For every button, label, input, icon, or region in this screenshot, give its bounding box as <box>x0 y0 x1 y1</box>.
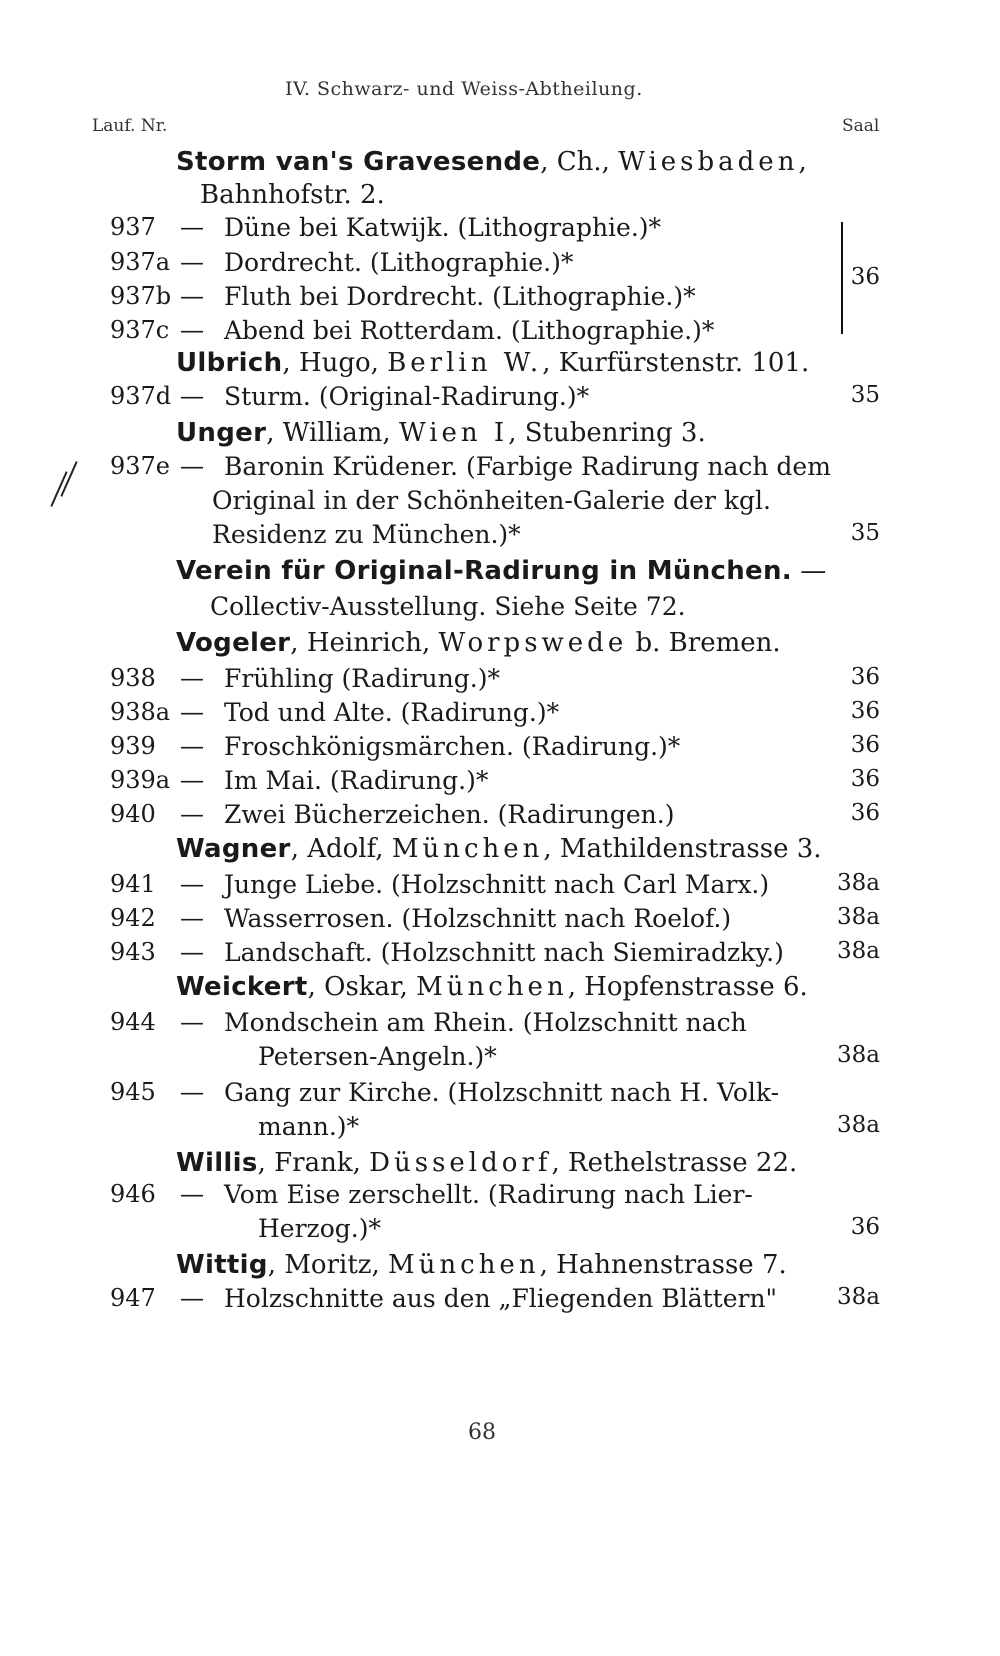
entry-dash: — <box>180 248 204 276</box>
artist-city: Düsseldorf <box>369 1148 552 1178</box>
entry-title: Im Mai. (Radirung.)* <box>224 766 489 795</box>
entry-title: Junge Liebe. (Holzschnitt nach Carl Marx.) <box>224 870 770 899</box>
entry-dash: — <box>180 213 204 241</box>
entry-title: Frühling (Radirung.)* <box>224 664 500 693</box>
entry-title-cont: Herzog.)* <box>258 1214 381 1243</box>
entry-title-cont: Residenz zu München.)* <box>212 520 521 549</box>
entry-title: Wasserrosen. (Holzschnitt nach Roelof.) <box>224 904 732 933</box>
artist-name: Vogeler <box>176 628 291 658</box>
lauf-nr: 937a <box>110 248 171 276</box>
saal-number: 38a <box>837 904 880 930</box>
lauf-nr: 939a <box>110 766 171 794</box>
artist-name: Ulbrich <box>176 348 283 378</box>
artist-address: , Kurfürstenstr. 101. <box>542 348 810 378</box>
entry-title: Abend bei Rotterdam. (Lithographie.)* <box>224 316 715 345</box>
entry-title: Tod und Alte. (Radirung.)* <box>224 698 560 727</box>
lauf-nr: 945 <box>110 1078 156 1106</box>
lauf-nr: 937c <box>110 316 170 344</box>
entry-title: Froschkönigsmärchen. (Radirung.)* <box>224 732 681 761</box>
artist-name: Weickert <box>176 972 308 1002</box>
artist-address: , <box>798 147 807 177</box>
artist-name: Wittig <box>176 1250 268 1280</box>
saal-number: 38a <box>837 870 880 896</box>
entry-dash: — <box>180 732 204 760</box>
entry-note: Collectiv-Ausstellung. Siehe Seite 72. <box>210 592 686 621</box>
lauf-nr: 942 <box>110 904 156 932</box>
entry-title: Gang zur Kirche. (Holzschnitt nach H. Volk- <box>224 1078 780 1107</box>
lauf-nr: 941 <box>110 870 156 898</box>
artist-name: Storm van's Gravesende <box>176 147 541 177</box>
entry-dash: — <box>180 904 204 932</box>
saal-number: 38a <box>837 1042 880 1068</box>
saal-number: 38a <box>837 1284 880 1310</box>
artist-address: , Hahnenstrasse 7. <box>539 1250 787 1280</box>
entry-title: Holzschnitte aus den „Fliegenden Blättern" <box>224 1284 778 1313</box>
artist-heading: Storm van's Gravesende, Ch., Wiesbaden, <box>176 147 807 177</box>
artist-address: , Hopfenstrasse 6. <box>567 972 808 1002</box>
entry-title-cont: Petersen-Angeln.)* <box>258 1042 497 1071</box>
entry-title: Landschaft. (Holzschnitt nach Siemiradzky.) <box>224 938 784 967</box>
lauf-nr: 938a <box>110 698 171 726</box>
entry-title: Mondschein am Rhein. (Holzschnitt nach <box>224 1008 747 1037</box>
artist-firstname: Heinrich, <box>306 628 439 658</box>
artist-name: Verein für Original-Radirung in München. <box>176 556 792 586</box>
saal-number: 38a <box>837 1112 880 1138</box>
artist-address: , Mathildenstrasse 3. <box>543 834 822 864</box>
entry-dash: — <box>180 800 204 828</box>
entry-dash: — <box>180 316 204 344</box>
entry-dash: — <box>180 1180 204 1208</box>
lauf-nr: 943 <box>110 938 156 966</box>
entry-dash: — <box>180 698 204 726</box>
entry-title-cont: mann.)* <box>258 1112 360 1141</box>
entry-dash: — <box>180 1008 204 1036</box>
lauf-nr: 939 <box>110 732 156 760</box>
artist-city: Wien I <box>398 418 509 448</box>
artist-name: Wagner <box>176 834 291 864</box>
artist-firstname: Adolf, <box>307 834 392 864</box>
entry-title: Fluth bei Dordrecht. (Lithographie.)* <box>224 282 696 311</box>
artist-heading <box>176 556 826 586</box>
entry-title: Sturm. (Original-Radirung.)* <box>224 382 590 411</box>
entry-dash: — <box>180 282 204 310</box>
artist-firstname: Moritz, <box>284 1250 389 1280</box>
lauf-nr: 947 <box>110 1284 156 1312</box>
artist-address: b. Bremen. <box>627 628 781 658</box>
artist-address: , Stubenring 3. <box>508 418 706 448</box>
saal-number: 36 <box>850 766 880 792</box>
artist-city: München <box>388 1250 540 1280</box>
artist-name: Willis <box>176 1148 258 1178</box>
lauf-nr: 938 <box>110 664 156 692</box>
column-header-lauf-nr: Lauf. Nr. <box>92 116 168 136</box>
artist-heading: Willis, Frank, Düsseldorf, Rethelstrasse 22. <box>176 1148 798 1178</box>
entry-dash: — <box>180 870 204 898</box>
entry-dash: — <box>180 1284 204 1312</box>
artist-firstname: William, <box>282 418 399 448</box>
entry-title: Zwei Bücherzeichen. (Radirungen.) <box>224 800 675 829</box>
entry-title: Vom Eise zerschellt. (Radirung nach Lier- <box>224 1180 753 1209</box>
artist-heading: Ulbrich, Hugo, Berlin W., Kurfürstenstr. 101. <box>176 348 810 378</box>
saal-number: 35 <box>850 382 880 408</box>
artist-firstname: Frank, <box>274 1148 370 1178</box>
artist-name: Unger <box>176 418 267 448</box>
artist-firstname: — <box>800 556 827 586</box>
artist-city: München <box>391 834 544 864</box>
lauf-nr: 944 <box>110 1008 156 1036</box>
artist-address-cont: Bahnhofstr. 2. <box>200 180 385 210</box>
saal-number: 36 <box>850 732 880 758</box>
saal-number: 36 <box>850 1214 880 1240</box>
entry-dash: — <box>180 664 204 692</box>
artist-heading: Unger, William, Wien I, Stubenring 3. <box>176 418 706 448</box>
lauf-nr: 937b <box>110 282 172 310</box>
column-header-saal: Saal <box>842 116 880 136</box>
saal-number: 38a <box>837 938 880 964</box>
saal-number: 35 <box>850 520 880 546</box>
artist-city: Berlin W. <box>387 348 543 378</box>
entry-title: Baronin Krüdener. (Farbige Radirung nach dem <box>224 452 831 481</box>
artist-city: München <box>416 972 568 1002</box>
entry-dash: — <box>180 766 204 794</box>
artist-city: Worpswede <box>438 628 628 658</box>
lauf-nr: 937e <box>110 452 171 480</box>
artist-firstname: Oskar, <box>324 972 417 1002</box>
lauf-nr: 946 <box>110 1180 156 1208</box>
lauf-nr: 937d <box>110 382 172 410</box>
section-title: IV. Schwarz- und Weiss-Abtheilung. <box>285 78 643 100</box>
saal-number: 36 <box>850 264 880 290</box>
artist-heading: Vogeler, Heinrich, Worpswede b. Bremen. <box>176 628 781 658</box>
artist-address: , Rethelstrasse 22. <box>551 1148 798 1178</box>
artist-firstname: Hugo, <box>298 348 388 378</box>
artist-heading: Weickert, Oskar, München, Hopfenstrasse 6. <box>176 972 808 1002</box>
lauf-nr: 940 <box>110 800 156 828</box>
page-number: 68 <box>468 1420 496 1445</box>
artist-heading: Wagner, Adolf, München, Mathildenstrasse 3. <box>176 834 822 864</box>
entry-dash: — <box>180 452 204 480</box>
saal-number: 36 <box>850 664 880 690</box>
saal-number: 36 <box>850 800 880 826</box>
saal-number: 36 <box>850 698 880 724</box>
entry-dash: — <box>180 938 204 966</box>
entry-dash: — <box>180 382 204 410</box>
entry-dash: — <box>180 1078 204 1106</box>
lauf-nr: 937 <box>110 213 156 241</box>
entry-title-cont: Original in der Schönheiten-Galerie der kgl. <box>212 486 771 515</box>
artist-firstname: Ch., <box>556 147 619 177</box>
artist-heading: Wittig, Moritz, München, Hahnenstrasse 7. <box>176 1250 787 1280</box>
entry-title: Dordrecht. (Lithographie.)* <box>224 248 574 277</box>
entry-title: Düne bei Katwijk. (Lithographie.)* <box>224 213 662 242</box>
group-bracket <box>841 222 843 334</box>
artist-city: Wiesbaden <box>618 147 799 177</box>
